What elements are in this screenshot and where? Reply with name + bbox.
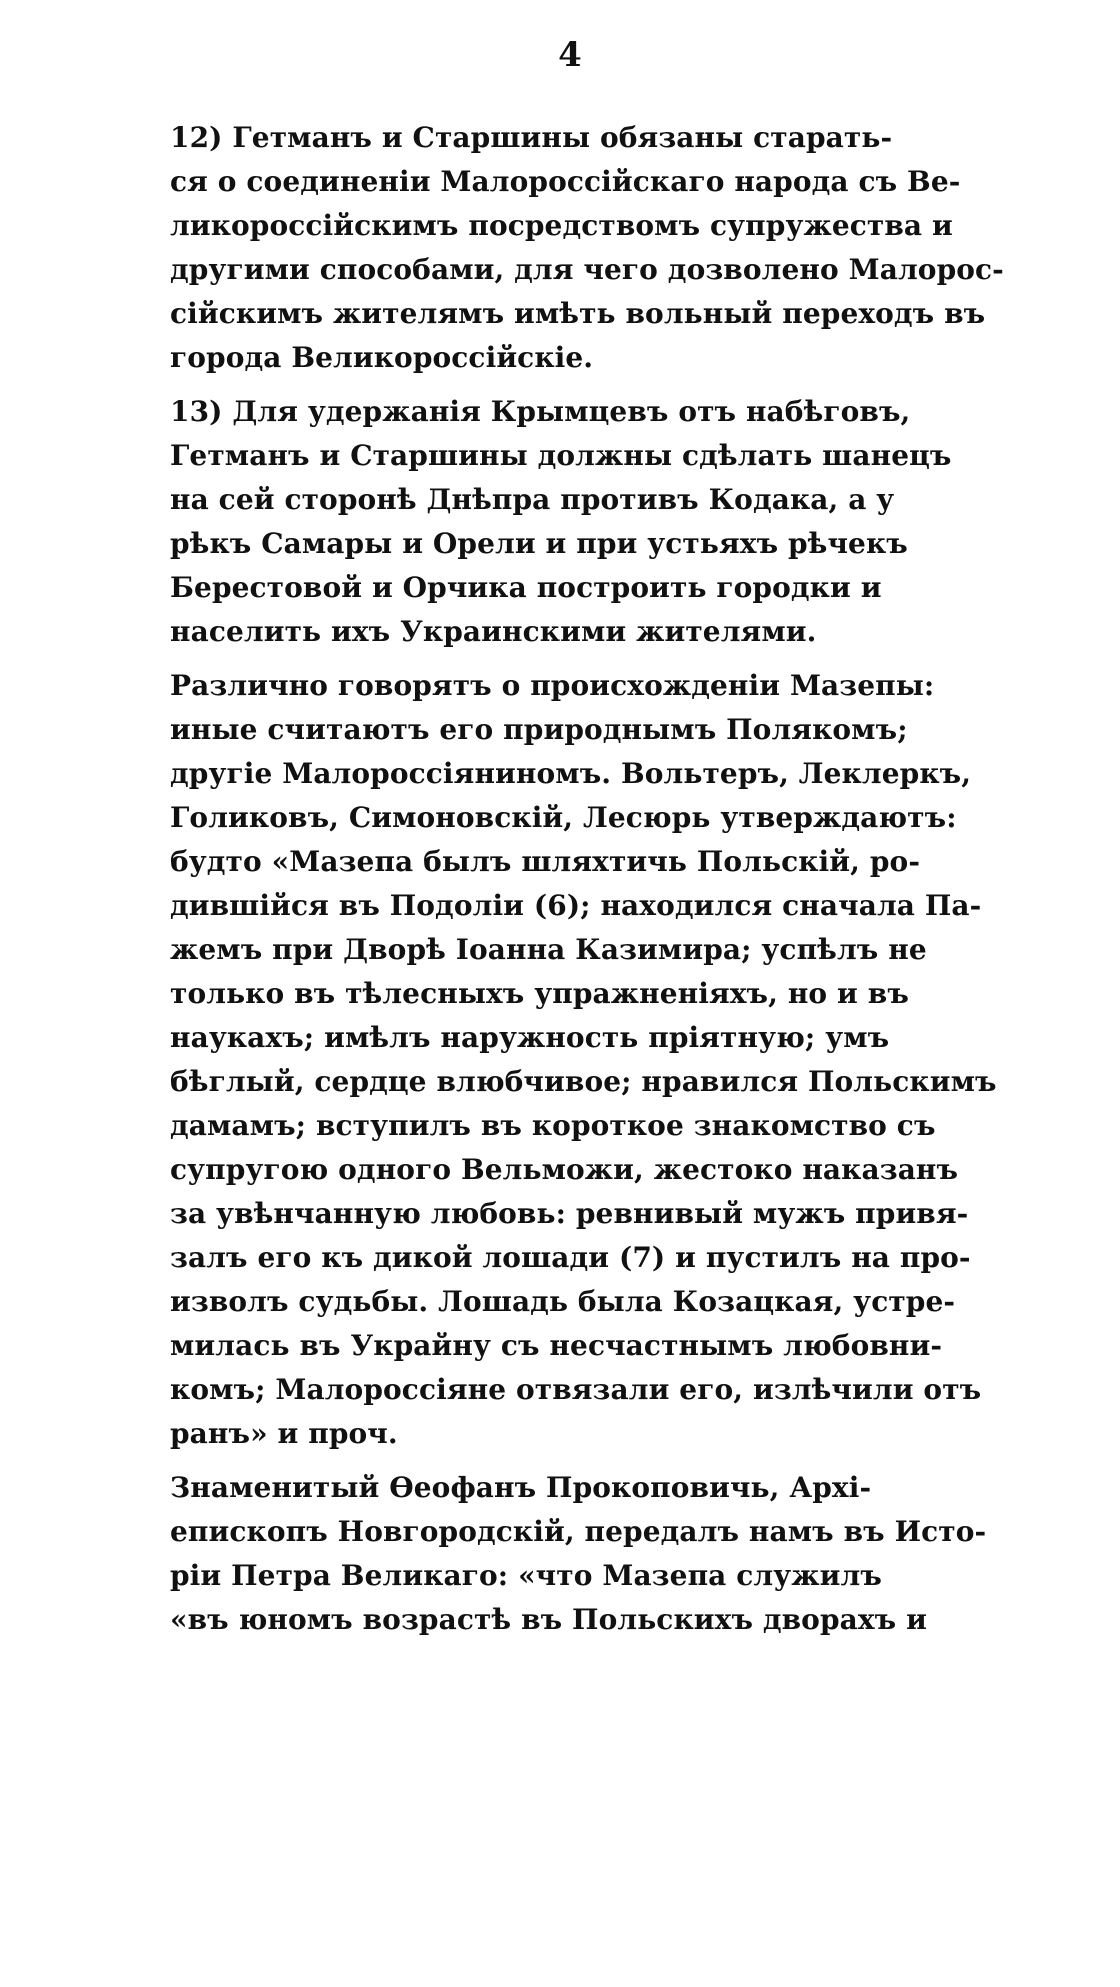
text-line: сійскимъ жителямъ имѣть вольный переходъ въ: [170, 297, 986, 330]
paragraph-gap: [170, 1456, 960, 1466]
text-line: населить ихъ Украинскими жителями.: [170, 615, 817, 648]
text-line: на сей сторонѣ Днѣпра противъ Кодака, а у: [170, 483, 895, 516]
text-line: дившійся въ Подоліи (6); находился сначала Па-: [170, 889, 982, 922]
text-line: комъ; Малороссіяне отвязали его, излѣчили отъ: [170, 1373, 982, 1406]
text-line: Различно говорятъ о происхожденіи Мазепы:: [170, 669, 935, 702]
text-line: дамамъ; вступилъ въ короткое знакомство съ: [170, 1109, 936, 1142]
paragraph-gap: [170, 654, 960, 664]
text-line: ранъ» и проч.: [170, 1417, 398, 1450]
text-line: ріи Петра Великаго: «что Мазепа служилъ: [170, 1559, 882, 1592]
text-line: изволъ судьбы. Лошадь была Козацкая, устре-: [170, 1285, 956, 1318]
text-line: бѣглый, сердце влюбчивое; нравился Польскимъ: [170, 1065, 997, 1098]
page-number: 4: [558, 35, 582, 75]
text-line: Голиковъ, Симоновскій, Лесюрь утверждаютъ:: [170, 801, 957, 834]
paragraph-gap: [170, 380, 960, 390]
text-line: Знаменитый Ѳеофанъ Прокоповичь, Архі-: [170, 1471, 872, 1504]
text-line: наукахъ; имѣлъ наружность пріятную; умъ: [170, 1021, 890, 1054]
text-line: супругою одного Вельможи, жестоко наказанъ: [170, 1153, 959, 1186]
text-line: Гетманъ и Старшины должны сдѣлать шанецъ: [170, 439, 952, 472]
body-text: [170, 116, 1004, 1642]
text-line: иные считаютъ его природнымъ Полякомъ;: [170, 713, 908, 746]
text-line: другіе Малороссіяниномъ. Вольтеръ, Леклеркъ,: [170, 757, 972, 790]
text-line: 12) Гетманъ и Старшины обязаны старать-: [170, 121, 893, 154]
text-line: залъ его къ дикой лошади (7) и пустилъ на про-: [170, 1241, 971, 1274]
text-line: милась въ Украйну съ несчастнымъ любовни-: [170, 1329, 943, 1362]
text-line: жемъ при Дворѣ Іоанна Казимира; успѣлъ не: [170, 933, 927, 966]
text-line: «въ юномъ возрастѣ въ Польскихъ дворахъ и: [170, 1603, 927, 1636]
text-line: епископъ Новгородскій, передалъ намъ въ Исто-: [170, 1515, 987, 1548]
text-line: будто «Мазепа былъ шляхтичь Польскій, ро-: [170, 845, 921, 878]
text-line: 13) Для удержанія Крымцевъ отъ набѣговъ,: [170, 395, 911, 428]
text-line: за увѣнчанную любовь: ревнивый мужъ привя-: [170, 1197, 969, 1230]
text-line: ликороссійскимъ посредствомъ супружества и: [170, 209, 953, 242]
text-line: города Великороссійскіе.: [170, 341, 594, 374]
text-line: Берестовой и Орчика построить городки и: [170, 571, 882, 604]
text-line: ся о соединеніи Малороссійскаго народа съ Ве-: [170, 165, 961, 198]
text-line: рѣкъ Самары и Орели и при устьяхъ рѣчекъ: [170, 527, 908, 560]
text-line: только въ тѣлесныхъ упражненіяхъ, но и въ: [170, 977, 909, 1010]
text-line: другими способами, для чего дозволено Малорос-: [170, 253, 1004, 286]
